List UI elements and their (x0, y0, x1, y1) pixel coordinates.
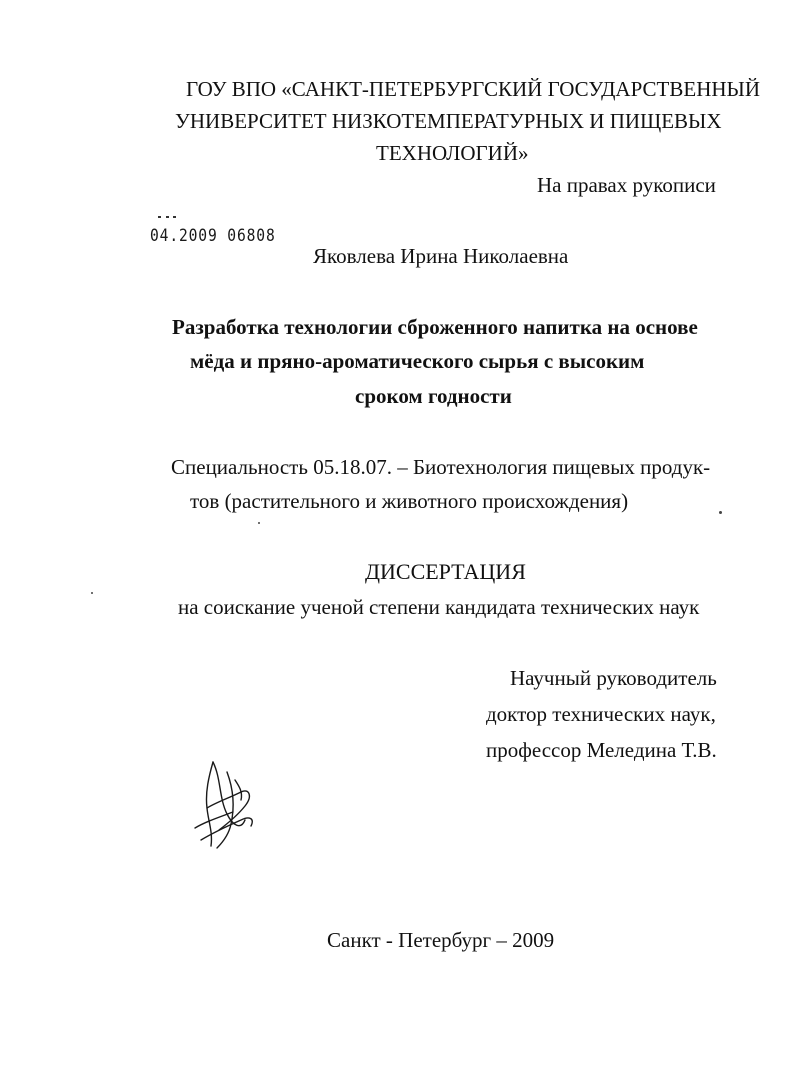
supervisor-name: профессор Меледина Т.В. (486, 738, 717, 762)
scan-speck (258, 522, 260, 524)
author-name: Яковлева Ирина Николаевна (313, 244, 569, 268)
signature-icon (183, 758, 263, 853)
stamp-marks-icon (158, 214, 180, 220)
supervisor-degree: доктор технических наук, (486, 702, 716, 726)
specialty-line-2: тов (растительного и животного происхождения) (190, 489, 629, 513)
supervisor-role: Научный руководитель (510, 666, 717, 690)
rights-note: На правах рукописи (537, 173, 716, 197)
thesis-title-line-2: мёда и пряно-ароматического сырья с высоким (190, 349, 645, 373)
scan-speck (91, 592, 93, 594)
city-year: Санкт - Петербург – 2009 (327, 928, 555, 952)
scan-speck (719, 511, 722, 514)
registration-stamp: 04.2009 06808 (150, 226, 276, 246)
organization-line-1: ГОУ ВПО «САНКТ-ПЕТЕРБУРГСКИЙ ГОСУДАРСТВЕННЫЙ (186, 77, 761, 101)
degree-line: на соискание ученой степени кандидата технических наук (178, 595, 700, 619)
organization-line-3: ТЕХНОЛОГИЙ» (376, 141, 529, 165)
specialty-line-1: Специальность 05.18.07. – Биотехнология пищевых продук- (171, 455, 711, 479)
document-type: ДИССЕРТАЦИЯ (365, 559, 526, 584)
thesis-title-line-1: Разработка технологии сброженного напитка на основе (172, 315, 698, 339)
organization-line-2: УНИВЕРСИТЕТ НИЗКОТЕМПЕРАТУРНЫХ И ПИЩЕВЫХ (175, 109, 722, 133)
thesis-title-line-3: сроком годности (355, 384, 512, 408)
